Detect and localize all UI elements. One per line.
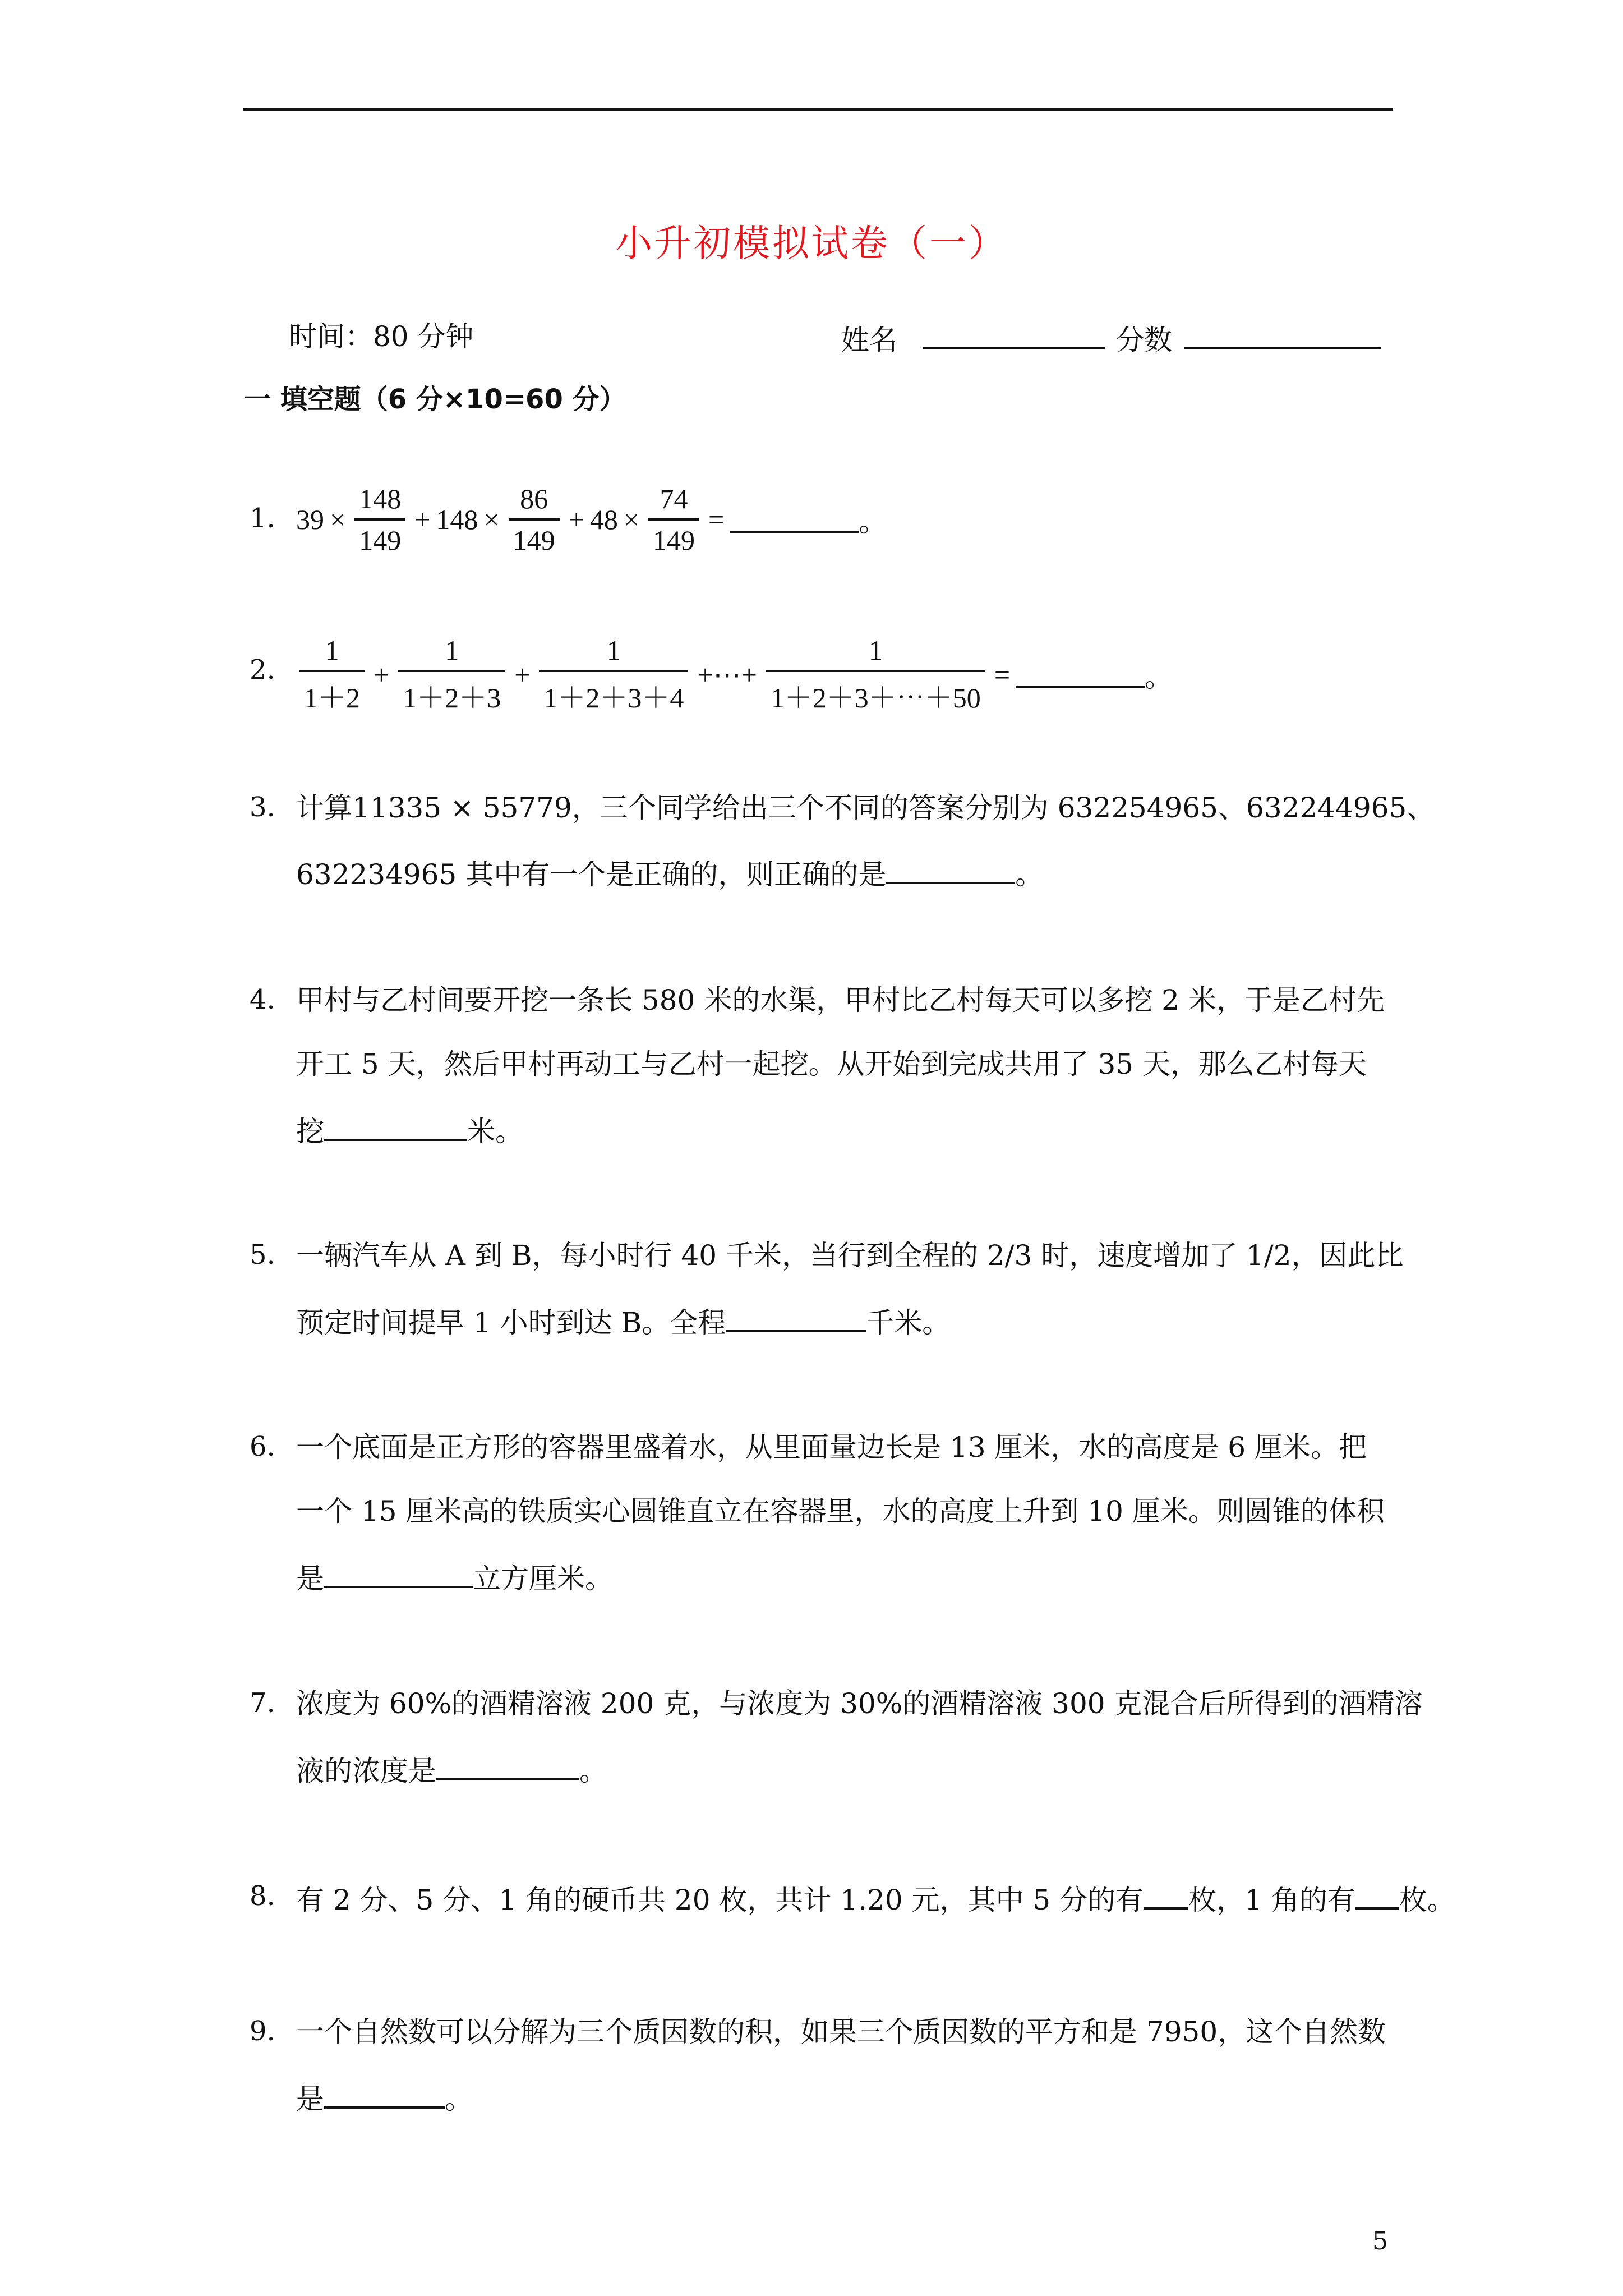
numerator: 148 (359, 483, 402, 514)
q1-number: 1. (250, 503, 275, 534)
time-label: 时间：80 分钟 (289, 320, 474, 353)
q4-line-3 (296, 1114, 523, 1148)
denominator: 1＋2 (299, 670, 365, 716)
q9-number: 9. (250, 2016, 275, 2047)
q9-end: 。 (445, 2083, 473, 2115)
q3-text: 632234965 其中有一个是正确的，则正确的是 (296, 858, 887, 891)
plus-sign: + (414, 504, 431, 535)
plus-sign: + (568, 504, 584, 535)
q3-line-2 (296, 857, 1043, 889)
score-blank[interactable] (1184, 323, 1381, 349)
q1-answer-blank[interactable] (730, 506, 859, 533)
q7-line-2 (296, 1754, 607, 1785)
q7-line-1: 浓度为 60%的酒精溶液 200 克，与浓度为 30%的酒精溶液 300 克混合后所得到的酒精溶 (296, 1687, 1423, 1720)
name-blank[interactable] (923, 323, 1105, 349)
q7-text: 液的浓度是 (296, 1755, 436, 1787)
numerator: 1 (325, 634, 339, 666)
q6-text: 是 (296, 1562, 324, 1595)
times-sign: × (330, 504, 346, 535)
q8-text-b: 枚，1 角的有 (1188, 1884, 1355, 1916)
q3-line-1: 计算11335 × 55779，三个同学给出三个不同的答案分别为 632254965、632244965、 (296, 792, 1435, 824)
q1-end: 。 (859, 506, 887, 537)
q2-number: 2. (250, 654, 275, 685)
numerator: 86 (520, 483, 548, 514)
q8-line-1 (296, 1883, 1455, 1914)
q1-expression (296, 482, 887, 556)
score-label: 分数 (1116, 324, 1172, 356)
numerator: 74 (660, 483, 688, 514)
q2-fraction-3 (539, 634, 688, 716)
q6-line-1: 一个底面是正方形的容器里盛着水，从里面量边长是 13 厘米，水的高度是 6 厘米。把 (296, 1431, 1367, 1464)
q2-end: 。 (1145, 661, 1173, 693)
equals-sign: = (708, 504, 725, 535)
q4-answer-blank[interactable] (324, 1114, 467, 1141)
ellipsis-sign: +⋯+ (697, 659, 757, 691)
q9-line-1: 一个自然数可以分解为三个质因数的积，如果三个质因数的平方和是 7950，这个自然数 (296, 2016, 1386, 2048)
denominator: 149 (648, 518, 699, 556)
denominator: 149 (354, 518, 405, 556)
q5-text: 预定时间提早 1 小时到达 B。全程 (296, 1306, 726, 1339)
q4-line-1: 甲村与乙村间要开挖一条长 580 米的水渠，甲村比乙村每天可以多挖 2 米，于是乙村先 (296, 984, 1385, 1016)
numerator: 1 (606, 634, 621, 666)
numerator: 1 (868, 634, 883, 666)
q6-line-3 (296, 1561, 613, 1593)
q5-line-1: 一辆汽车从 A 到 B，每小时行 40 千米，当行到全程的 2/3 时，速度增加了 1/2，因此比 (296, 1239, 1404, 1272)
q8-blank-1jiao[interactable] (1355, 1883, 1399, 1910)
q2-answer-blank[interactable] (1016, 661, 1145, 688)
times-sign: × (623, 504, 640, 535)
q5-end: 千米。 (866, 1306, 951, 1339)
denominator: 149 (509, 518, 560, 556)
q8-end: 枚。 (1399, 1884, 1455, 1916)
q5-number: 5. (250, 1239, 275, 1271)
numerator: 1 (445, 634, 459, 666)
times-sign: × (483, 504, 500, 535)
denominator: 1＋2＋3 (398, 670, 505, 716)
q6-end: 立方厘米。 (473, 1562, 613, 1595)
q1-fraction-3 (648, 482, 699, 556)
q4-number: 4. (250, 984, 275, 1015)
q9-line-2 (296, 2082, 473, 2113)
q3-end: 。 (1015, 858, 1044, 891)
score-field (1116, 323, 1381, 354)
q7-number: 7. (250, 1687, 275, 1719)
q2-expression (296, 634, 1173, 716)
q8-text-a: 有 2 分、5 分、1 角的硬币共 20 枚，共计 1.20 元，其中 5 分的有 (296, 1884, 1144, 1916)
q1-fraction-1 (354, 482, 405, 556)
q4-end: 米。 (467, 1115, 523, 1148)
q4-text: 挖 (296, 1115, 324, 1148)
q1-term-c: 48 (589, 504, 618, 535)
q2-fraction-2 (398, 634, 505, 716)
q2-fraction-1 (299, 634, 365, 716)
exam-title: 小升初模拟试卷（一） (615, 222, 1008, 265)
q6-answer-blank[interactable] (324, 1561, 473, 1588)
denominator: 1＋2＋3＋4 (539, 670, 688, 716)
q9-text: 是 (296, 2083, 324, 2115)
q9-answer-blank[interactable] (324, 2082, 445, 2109)
denominator: 1＋2＋3＋⋯＋50 (766, 670, 985, 716)
page-number: 5 (1372, 2227, 1388, 2256)
q6-number: 6. (250, 1431, 275, 1462)
q7-end: 。 (579, 1755, 607, 1787)
q3-answer-blank[interactable] (886, 857, 1015, 884)
plus-sign: + (374, 659, 390, 691)
equals-sign: = (994, 659, 1011, 691)
q8-number: 8. (250, 1880, 275, 1912)
q5-answer-blank[interactable] (726, 1305, 866, 1332)
q3-number: 3. (250, 792, 275, 823)
name-field (841, 323, 1105, 354)
name-label: 姓名 (841, 324, 897, 356)
q6-line-2: 一个 15 厘米高的铁质实心圆锥直立在容器里，水的高度上升到 10 厘米。则圆锥的体积 (296, 1495, 1385, 1527)
q2-fraction-4 (766, 634, 985, 716)
q1-term-b: 148 (436, 504, 478, 535)
q1-term-a: 39 (296, 504, 324, 535)
q4-line-2: 开工 5 天，然后甲村再动工与乙村一起挖。从开始到完成共用了 35 天，那么乙村每天 (296, 1048, 1367, 1080)
section-heading: 一 填空题（6 分×10=60 分） (244, 384, 626, 415)
header-rule (243, 108, 1393, 111)
q1-fraction-2 (509, 482, 560, 556)
q7-answer-blank[interactable] (436, 1754, 579, 1780)
plus-sign: + (514, 659, 531, 691)
q8-blank-5fen[interactable] (1144, 1883, 1188, 1910)
q5-line-2 (296, 1305, 950, 1337)
